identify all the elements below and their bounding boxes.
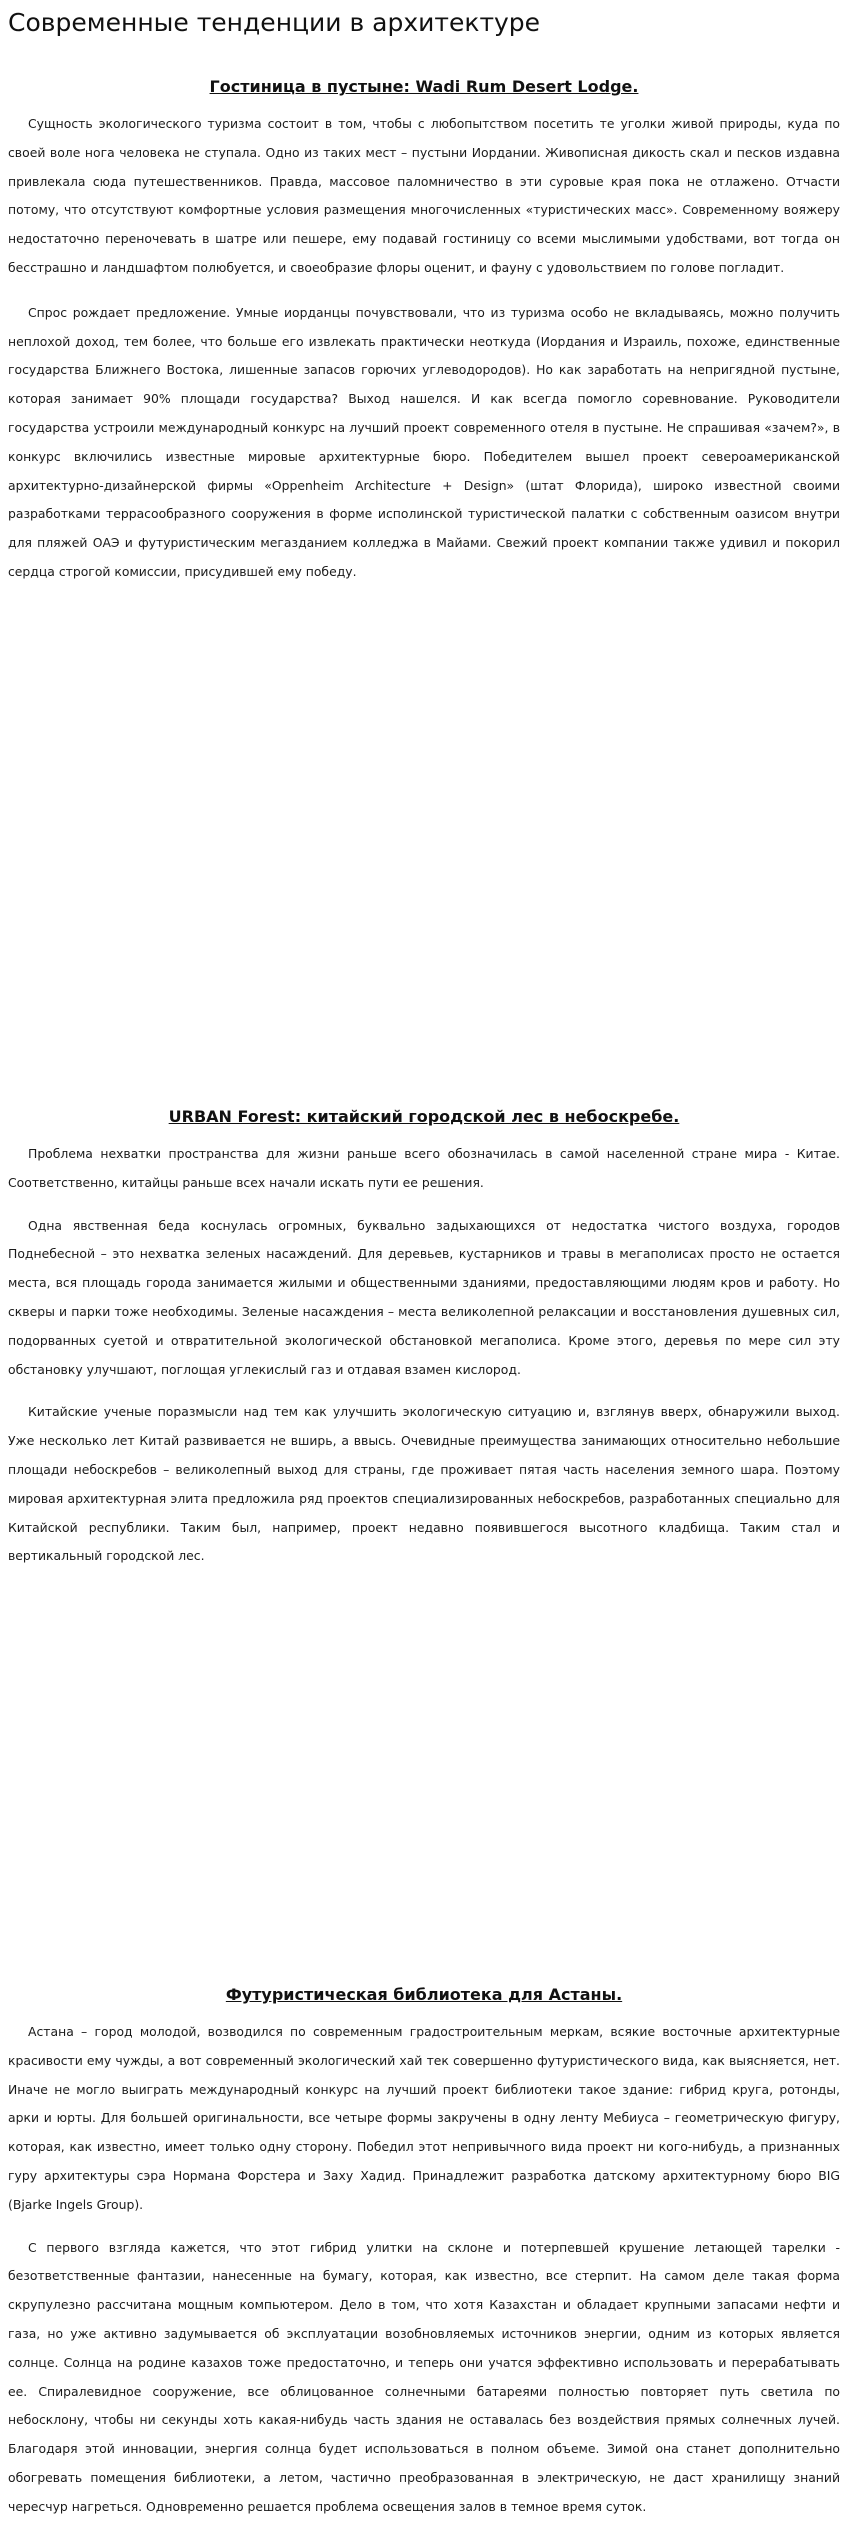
section-title: URBAN Forest: китайский городской лес в небоскребе. [168, 1107, 680, 1126]
paragraph: Астана – город молодой, возводился по современным градостроительным меркам, всякие восточные архитектурные красивости ему чужды, а вот современный экологический хай тек совершенно футуристического вида, как выясняется, нет. Иначе не могло выиграть международный конкурс на лучший проект библиотеки такое здание: гибрид круга, ротонды, арки и юрты. Для большей оригинальности, все четыре формы закручены в одну ленту Мебиуса – геометрическую фигуру, которая, как известно, имеет только одну сторону. Победил этот непривычного вида проект ни кого-нибудь, а признанных гуру архитектуры сэра Нормана Форстера и Заху Хадид. Принадлежит разработка датскому архитектурному бюро BIG (Bjarke Ingels Group). [8, 2024, 840, 2212]
paragraph: Одна явственная беда коснулась огромных, буквально задыхающихся от недостатка чистого воздуха, городов Поднебесной – это нехватка зеленых насаждений. Для деревьев, кустарников и травы в мегаполисах просто не остается места, вся площадь города занимается жилыми и общественными зданиями, предоставляющими людям кров и работу. Но скверы и парки тоже необходимы. Зеленые насаждения – места великолепной релаксации и восстановления душевных сил, подорванных суетой и отвратительной экологической обстановкой мегаполиса. Кроме этого, деревья по мере сил эту обстановку улучшают, поглощая углекислый газ и отдавая взамен кислород. [8, 1217, 840, 1377]
paragraph: С первого взгляда кажется, что этот гибрид улитки на склоне и потерпевшей крушение летающей тарелки - безответственные фантазии, нанесенные на бумагу, которая, как известно, все стерпит. На самом деле такая форма скрупулезно рассчитана мощным компьютером. Дело в том, что хотя Казахстан и обладает крупными запасами нефти и газа, но уже активно задумывается об эксплуатации возобновляемых источников энергии, одним из которых является солнце. Солнца на родине казахов тоже предостаточно, и теперь они учатся эффективно использовать и перерабатывать ее. Спиралевидное сооружение, все облицованное солнечными батареями полностью повторяет путь светила по небосклону, чтобы ни секунды хоть какая-нибудь часть здания не оставалась без воздействия прямых солнечных лучей. Благодаря этой инновации, энергия солнца будет использоваться в полном объеме. Зимой она станет дополнительно обогревать помещения библиотеки, а летом, частично преобразованная в электрическую, не даст хранилищу знаний чересчур нагреться. Одновременно решается проблема освещения залов в темное время суток. [8, 2239, 840, 2514]
paragraph: Спрос рождает предложение. Умные иорданцы почувствовали, что из туризма особо не вкладываясь, можно получить неплохой доход, тем более, что больше его извлекать практически неоткуда (Иордания и Израиль, похоже, единственные государства Ближнего Востока, лишенные запасов горючих углеводородов). Но как заработать на непригядной пустыне, которая занимает 90% площади государства? Выход нашелся. И как всегда помогло соревнование. Руководители государства устроили международный конкурс на лучший проект современного отеля в пустыне. Не спрашивая «зачем?», в конкурс включились известные мировые архитектурные бюро. Победителем вышел проект североамериканской архитектурно-дизайнерской фирмы «Oppenheim Architecture + Design» (штат Флорида), широко известной своими разработками террасообразного сооружения в форме исполинской туристической палатки с собственным оазисом внутри для пляжей ОАЭ и футуристическим мегазданием колледжа в Майами. Свежий проект компании также удивил и покорил сердца строгой комиссии, присудившей ему победу. [8, 304, 840, 579]
article-section-astana-library [8, 1984, 840, 2522]
section-title: Гостиница в пустыне: Wadi Rum Desert Lodge. [209, 77, 639, 96]
article-section-desert-lodge [8, 76, 840, 587]
page-title: Современные тенденции в архитектуре [8, 8, 541, 37]
paragraph: Сущность экологического туризма состоит в том, чтобы с любопытством посетить те уголки живой природы, куда по своей воле нога человека не ступала. Одно из таких мест – пустыни Иордании. Живописная дикость скал и песков издавна привлекала сюда путешественников. Правда, массовое паломничество в эти суровые края пока не отлажено. Отчасти потому, что отсутствуют комфортные условия размещения многочисленных «туристических масс». Современному вояжеру недостаточно переночевать в шатре или пешере, ему подавай гостиницу со всеми мыслимыми удобствами, вот тогда он бесстрашно и ландшафтом полюбуется, и своеобразие флоры оценит, и фауну с удовольствием по голове погладит. [8, 116, 840, 275]
paragraph: Проблема нехватки пространства для жизни раньше всего обозначилась в самой населенной стране мира - Китае. Соответственно, китайцы раньше всех начали искать пути ее решения. [8, 1146, 840, 1190]
paragraph: Китайские ученые поразмысли над тем как улучшить экологическую ситуацию и, взглянув вверх, обнаружили выход. Уже несколько лет Китай развивается не вширь, а ввысь. Очевидные преимущества занимающих относительно небольшие площади небоскребов – великолепный выход для страны, где проживает пятая часть населения земного шара. Поэтому мировая архитектурная элита предложила ряд проектов специализированных небоскребов, разработанных специально для Китайской республики. Таким был, например, проект недавно появившегося высотного кладбища. Таким стал и вертикальный городской лес. [8, 1404, 840, 1564]
section-title: Футуристическая библиотека для Астаны. [225, 1985, 623, 2004]
article-section-urban-forest [8, 1106, 840, 1571]
